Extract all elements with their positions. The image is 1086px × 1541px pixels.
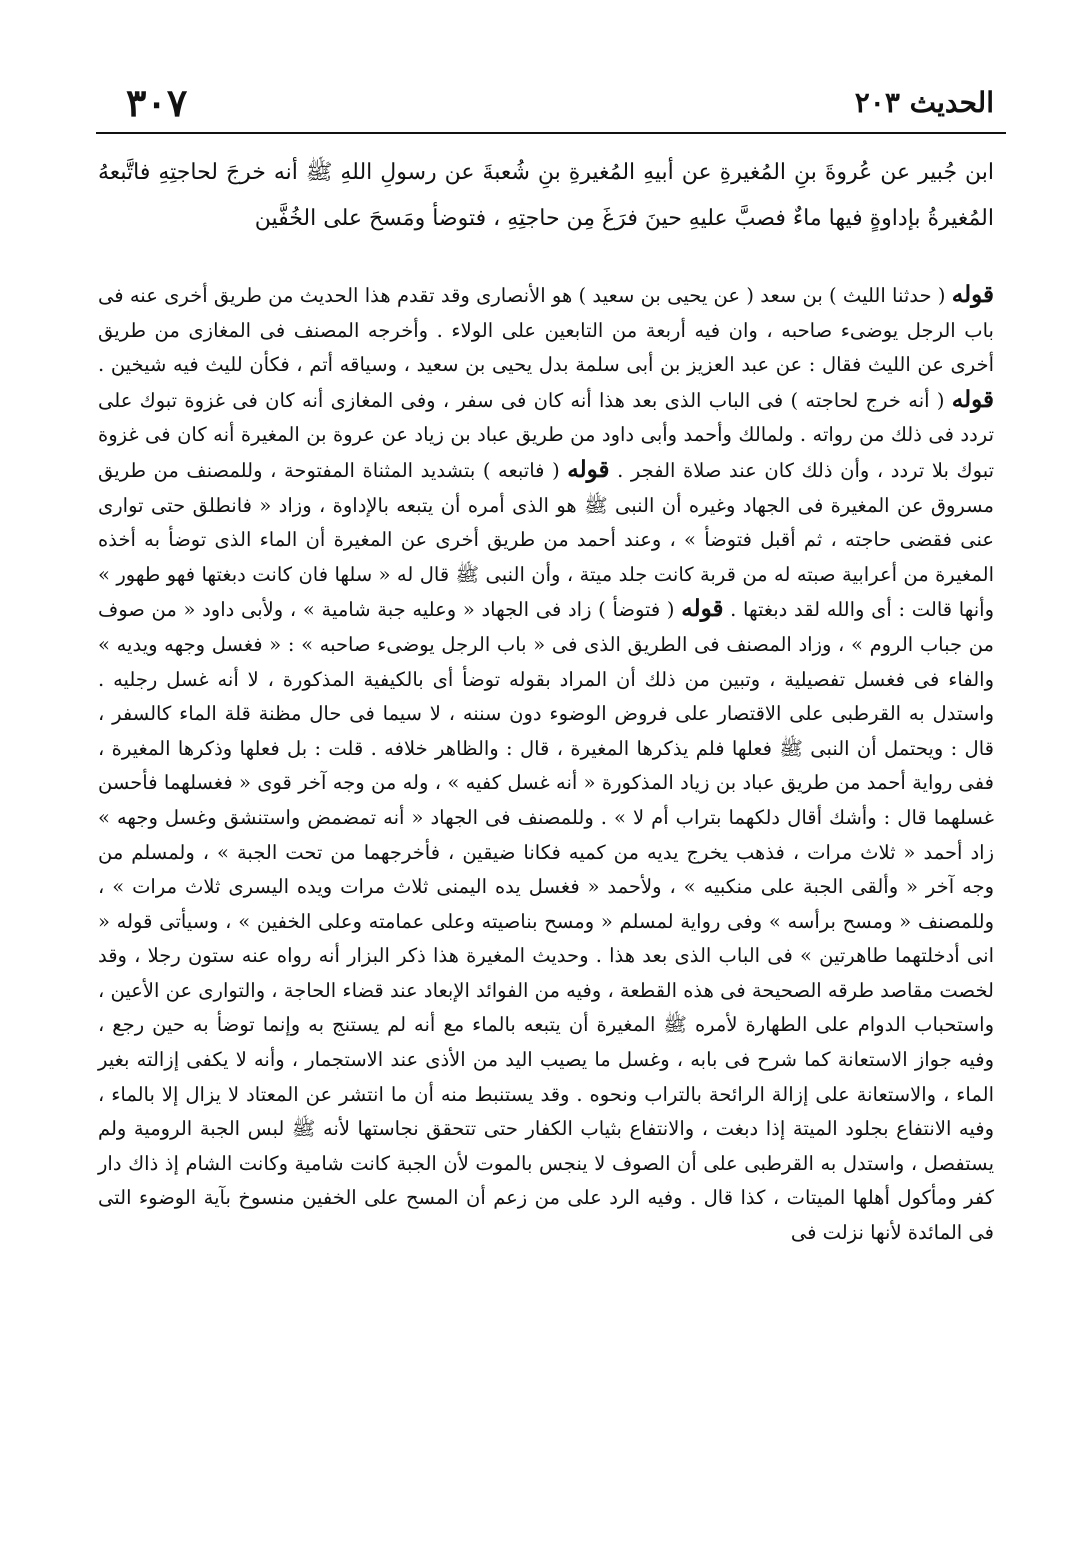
commentary-text: ( فتوضأ ) زاد فى الجهاد « وعليه جبة شامية » ، ولأبى داود « من صوف من جباب الروم » ، وزاد المصنف فى الطريق الذى فى « باب الرجل يوضىء صاحبه » : « فغسل وجهه ويديه » والفاء فى فغسل تفصيلية ، وتبين من ذلك أن المراد بقوله توضأ أى بالكيفية المذكورة ، لا أنه غسل رجليه . واستدل به القرطبى على الاقتصار على فروض الوضوء دون سننه ، لا سيما فى حال مظنة قلة الماء كالسفر ، قال : ويحتمل أن النبى ﷺ فعلها فلم يذكرها المغيرة ، قال : والظاهر خلافه . قلت : بل فعلها وذكرها المغيرة ، ففى رواية أحمد من طريق عباد بن زياد المذكورة « أنه غسل كفيه » ، وله من وجه آخر قوى « فغسلهما فأحسن غسلهما قال : وأشك أقال دلكهما بتراب أم لا » . وللمصنف فى الجهاد « أنه تمضمض واستنشق وغسل وجهه » زاد أحمد « ثلاث مرات ، فذهب يخرج يديه من كميه فكانا ضيقين ، فأخرجهما من تحت الجبة » ، ولمسلم من وجه آخر « وألقى الجبة على منكبيه » ، ولأحمد « فغسل يده اليمنى ثلاث مرات ويده اليسرى ثلاث مرات » ، وللمصنف « ومسح برأسه » وفى رواية لمسلم « ومسح بناصيته وعلى عمامته وعلى الخفين » ، وسيأتى قوله « انى أدخلتهما طاهرتين » فى الباب الذى بعد هذا . وحديث المغيرة هذا ذكر البزار أنه رواه عنه ستون رجلا ، وقد لخصت مقاصد طرقه الصحيحة فى هذه القطعة ، وفيه من الفوائد الإبعاد عند قضاء الحاجة ، والتوارى عن الأعين ، واستحباب الدوام على الطهارة لأمره ﷺ المغيرة أن يتبعه بالماء مع أنه لم يستنج به وإنما توضأ به حين رجع ، وفيه جواز الاستعانة كما شرح فى بابه ، وغسل ما يصيب اليد من الأذى عند الاستجمار ، وأنه لا يكفى إزالته بغير الماء ، والاستعانة على إزالة الرائحة بالتراب ونحوه . وقد يستنبط منه أن ما انتشر عن المعتاد لا يزال إلا بالماء ، وفيه الانتفاع بجلود الميتة إذا دبغت ، والانتفاع بثياب الكفار حتى تتحقق نجاستها لأنه ﷺ لبس الجبة الرومية ولم يستفصل ، واستدل به القرطبى على أن الصوف لا ينجس بالموت لأن الجبة كانت شامية وكانت الشام إذ ذاك دار كفر ومأكول أهلها الميتات ، كذا قال . وفيه الرد على من زعم أن المسح على الخفين منسوخ بآية الوضوء التى فى المائدة لأنها نزلت فى [98, 598, 995, 1245]
page-number: ٣٠٧ [126, 80, 188, 125]
header-rule [96, 132, 1006, 134]
commentary [98, 278, 994, 1251]
commentary-text: ( فاتبعه ) بتشديد المثناة المفتوحة ، وللمصنف من طريق مسروق عن المغيرة فى الجهاد وغيره أن النبى ﷺ هو الذى أمره أن يتبعه بالإداوة ، وزاد « فانطلق حتى توارى عنى فقضى حاجته ، ثم أقبل فتوضأ » ، وعند أحمد من طريق أخرى عن المغيرة أن الماء الذى توضأ به أخذه المغيرة من أعرابية صبته له من قربة كانت جلد ميتة ، وأن النبى ﷺ قال له « سلها فان كانت دبغتها فهو طهور » وأنها قالت : أى والله لقد دبغتها . [98, 458, 994, 622]
commentary-text: ( حدثنا الليث ) بن سعد ( عن يحيى بن سعيد ) هو الأنصارى وقد تقدم هذا الحديث من طريق أخرى عنه فى باب الرجل يوضىء صاحبه ، وان فيه أربعة من التابعين على الولاء . وأخرجه المصنف فى المغازى من طريق أخرى عن الليث فقال : عن عبد العزيز بن أبى سلمة بدل يحيى بن سعيد ، وسياقه أتم ، فكأن لليث فيه شيخين . [98, 284, 994, 377]
running-head: الحديث ٢٠٣ [854, 86, 994, 119]
qawluhu-label: قوله [681, 595, 724, 623]
page-header [96, 78, 1002, 128]
qawluhu-label: قوله [951, 281, 995, 308]
hadith-text: ابن جُبير عن عُروةَ بنِ المُغيرةِ عن أبيهِ المُغيرةِ بنِ شُعبةَ عن رسولِ اللهِ ﷺ أنه خرجَ لحاجتِهِ فاتَّبعهُ المُغيرةُ بإداوةٍ فيها ماءٌ فصبَّ عليهِ حينَ فرَغَ مِن حاجتِهِ ، فتوضأ ومَسحَ على الخُفَّين [98, 160, 994, 231]
commentary-paragraph [98, 278, 994, 1251]
qawluhu-label: قوله [951, 385, 994, 413]
qawluhu-label: قوله [567, 455, 610, 483]
commentary-text: ( أنه خرج لحاجته ) فى الباب الذى بعد هذا أنه كان فى سفر ، وفى المغازى أنه كان فى غزوة تبوك على تردد فى ذلك من رواته . ولمالك وأحمد وأبى داود من طريق عباد بن زياد عن عروة بن المغيرة أنه كان فى غزوة تبوك بلا تردد ، وأن ذلك كان عند صلاة الفجر . [98, 388, 995, 482]
